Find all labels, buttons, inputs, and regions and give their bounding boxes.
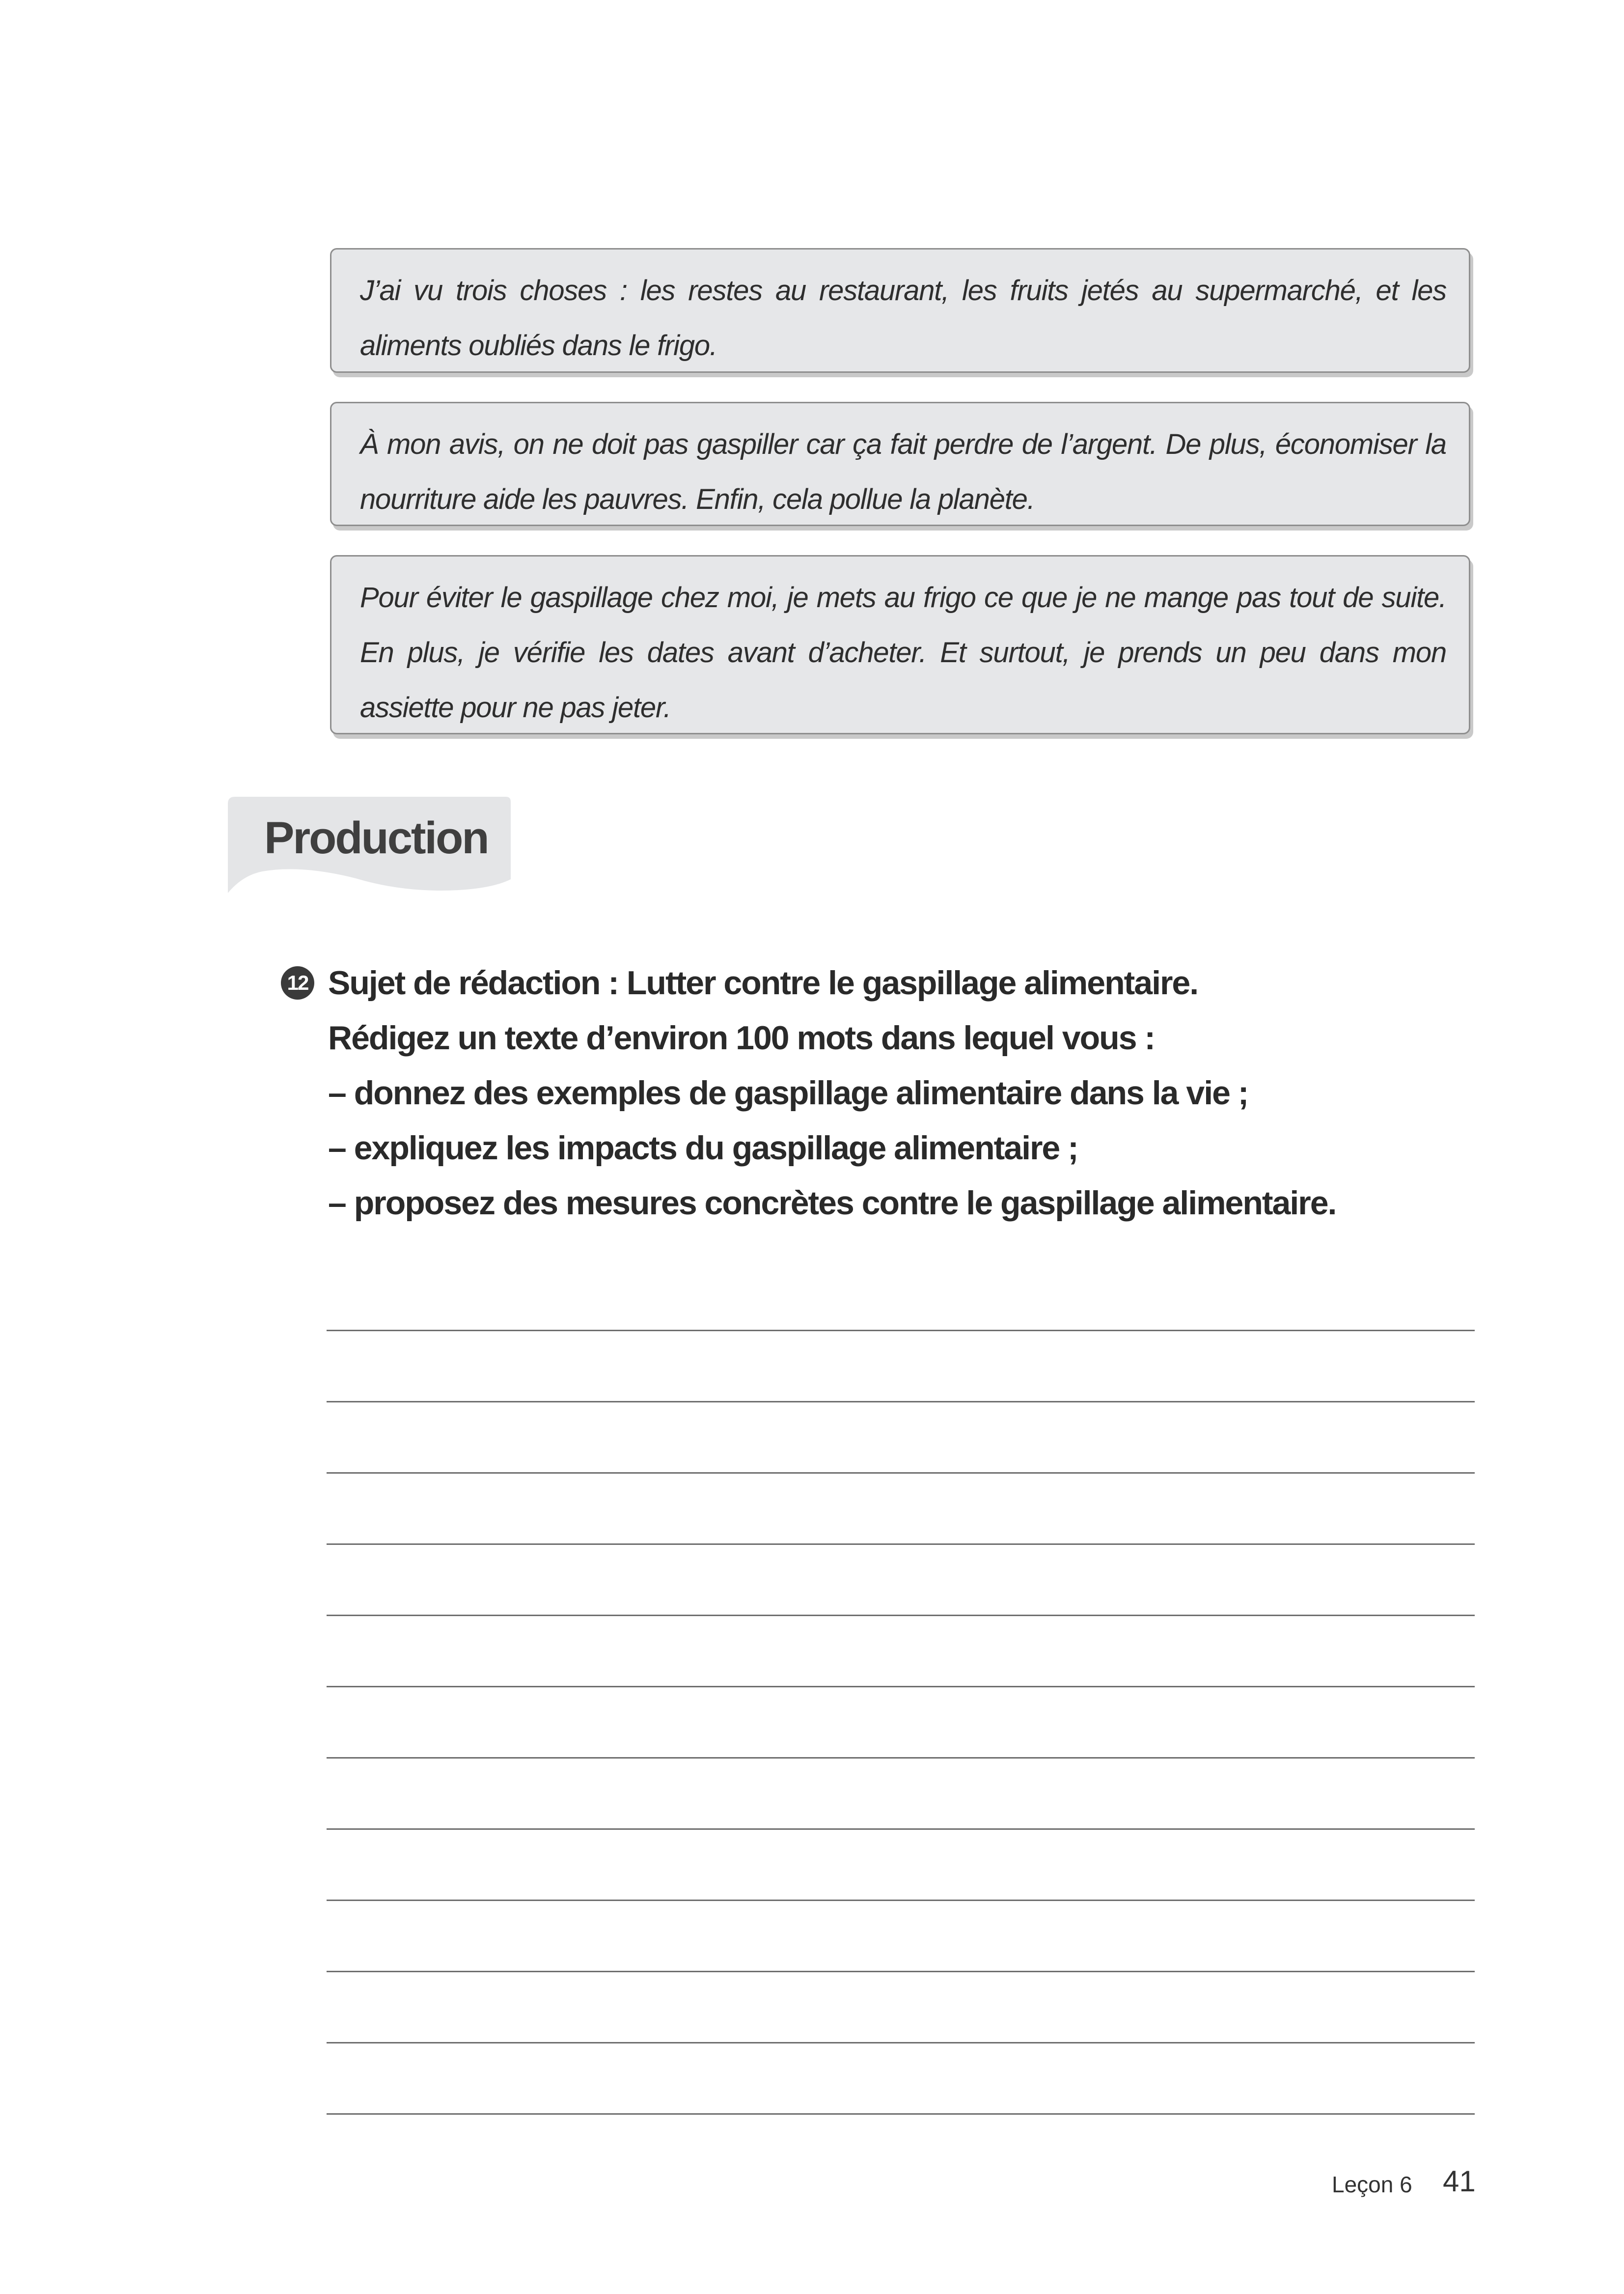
prompt-line: – expliquez les impacts du gaspillage alimentaire ; bbox=[328, 1129, 1078, 1167]
writing-line[interactable] bbox=[327, 2042, 1475, 2043]
answer-box-2 bbox=[330, 402, 1470, 526]
page-number: 41 bbox=[1443, 2165, 1476, 2198]
footer-lesson: Leçon 6 bbox=[1332, 2172, 1412, 2197]
writing-line[interactable] bbox=[327, 1615, 1475, 1616]
writing-line[interactable] bbox=[327, 1971, 1475, 1972]
writing-prompt bbox=[281, 955, 1484, 1231]
question-number-badge: 12 bbox=[281, 966, 314, 1000]
answer-box-3 bbox=[330, 555, 1470, 734]
prompt-line: Rédigez un texte d’environ 100 mots dans lequel vous : bbox=[328, 1019, 1155, 1057]
section-title: Production bbox=[264, 813, 488, 863]
answer-text-2: À mon avis, on ne doit pas gaspiller car ça fait perdre de l’argent. De plus, économiser la nourriture aide les pauvres. Enfin, cela pollue la planète. bbox=[360, 428, 1446, 515]
section-header bbox=[228, 797, 513, 897]
prompt-line: Sujet de rédaction : Lutter contre le gaspillage alimentaire. bbox=[328, 964, 1198, 1002]
prompt-line: – donnez des exemples de gaspillage alimentaire dans la vie ; bbox=[328, 1074, 1248, 1112]
writing-line[interactable] bbox=[327, 1828, 1475, 1830]
answer-text-3: Pour éviter le gaspillage chez moi, je mets au frigo ce que je ne mange pas tout de suite. En plus, je vérifie les dates avant d’acheter. Et surtout, je prends un peu dans mon assiette pour ne pas jeter. bbox=[360, 582, 1446, 724]
writing-line[interactable] bbox=[327, 1401, 1475, 1402]
prompt-line: – proposez des mesures concrètes contre le gaspillage alimentaire. bbox=[328, 1184, 1336, 1222]
answer-text-1: J’ai vu trois choses : les restes au restaurant, les fruits jetés au supermarché, et les aliments oubliés dans le frigo. bbox=[360, 275, 1446, 362]
writing-line[interactable] bbox=[327, 1330, 1475, 1331]
writing-line[interactable] bbox=[327, 1543, 1475, 1545]
writing-line[interactable] bbox=[327, 2113, 1475, 2115]
answer-box-1 bbox=[330, 248, 1470, 373]
writing-line[interactable] bbox=[327, 1900, 1475, 1901]
writing-line[interactable] bbox=[327, 1686, 1475, 1687]
writing-line[interactable] bbox=[327, 1472, 1475, 1474]
writing-line[interactable] bbox=[327, 1757, 1475, 1759]
